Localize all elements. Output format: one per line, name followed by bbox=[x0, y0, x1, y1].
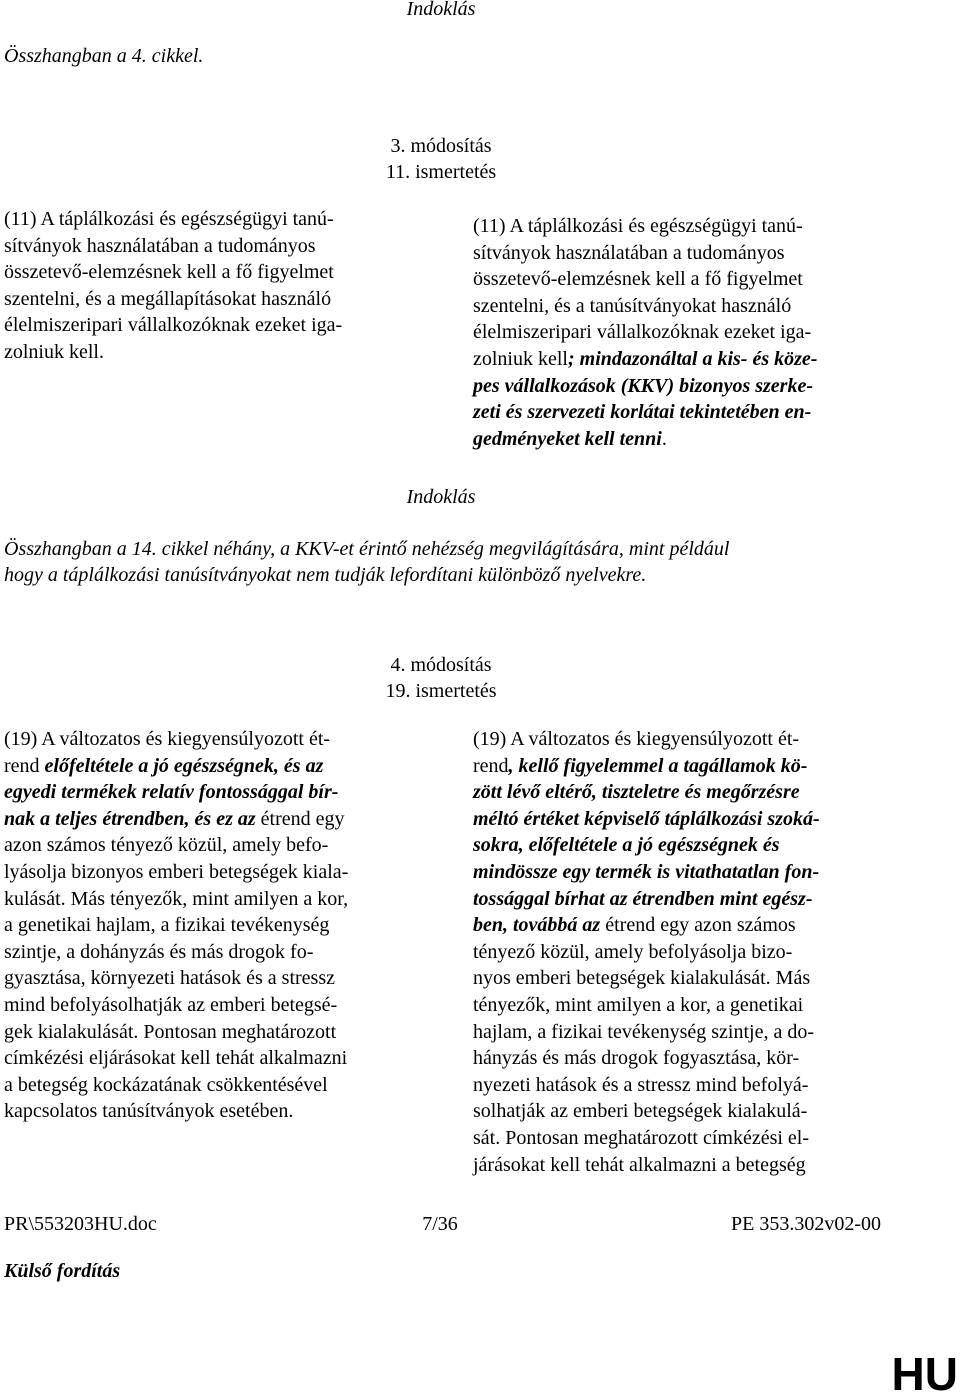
added-text: , kellő figyelemmel a tagállamok kö- bbox=[508, 754, 808, 777]
text-line: hajlam, a fizikai tevékenység szintje, a do- bbox=[473, 1020, 814, 1043]
text-run: zolniuk kell bbox=[473, 347, 568, 370]
amendment-4-recital: 19. ismertetés bbox=[385, 680, 497, 702]
added-text: méltó értéket képviselő táplálkozási szoká- bbox=[473, 807, 820, 830]
text-line: kapcsolatos tanúsítványok esetében. bbox=[4, 1100, 294, 1123]
amendment-3-justification-heading: Indoklás bbox=[406, 486, 476, 508]
footer-page-number: 7/36 bbox=[422, 1213, 458, 1235]
added-text: pes vállalkozások (KKV) bizonyos szerke- bbox=[473, 374, 813, 397]
amendment-3-number: 3. módosítás bbox=[390, 135, 492, 157]
text-line: összetevő-elemzésnek kell a fő figyelmet bbox=[4, 261, 334, 284]
text-line: összetevő-elemzésnek kell a fő figyelmet bbox=[473, 268, 803, 291]
amendment-4-number: 4. módosítás bbox=[390, 654, 492, 676]
text-line bbox=[473, 912, 893, 939]
text-line: hányzás és más drogok fogyasztása, kör- bbox=[473, 1047, 800, 1070]
text-line: (19) A változatos és kiegyensúlyozott ét- bbox=[4, 728, 331, 750]
top-justification-text: Összhangban a 4. cikkel. bbox=[4, 45, 204, 67]
text-line: szentelni, és a tanúsítványokat használó bbox=[473, 294, 792, 317]
text-line: Összhangban a 14. cikkel néhány, a KKV-et érintő nehézség megvilágítására, mint például bbox=[4, 538, 730, 560]
added-text: tossággal bírhat az étrendben mint egész- bbox=[473, 887, 813, 910]
text-line: lyásolja bizonyos emberi betegségek kiala- bbox=[4, 860, 349, 883]
text-line: zolniuk kell. bbox=[4, 340, 104, 363]
text-line: gek kialakulását. Pontosan meghatározott bbox=[4, 1020, 337, 1043]
text-line: címkézési eljárásokat kell tehát alkalmazni bbox=[4, 1047, 348, 1070]
text-line: tényező közül, amely befolyásolja bizo- bbox=[473, 940, 793, 963]
text-line: szentelni, és a megállapításokat használó bbox=[4, 287, 332, 310]
footer-external-translation: Külső fordítás bbox=[4, 1260, 121, 1282]
text-line: élelmiszeripari vállalkozóknak ezeket iga- bbox=[4, 314, 343, 337]
added-text: gedményeket kell tenni bbox=[473, 427, 662, 450]
text-line: sítványok használatában a tudományos bbox=[473, 241, 785, 264]
text-line: nyos emberi betegségek kialakulását. Más bbox=[473, 967, 811, 990]
footer-document-id: PR\553203HU.doc bbox=[4, 1213, 157, 1235]
deleted-text: egyedi termékek relatív fontossággal bír- bbox=[4, 781, 339, 804]
text-line: solhatják az emberi betegségek kialakulá- bbox=[473, 1100, 808, 1123]
amendment-3-justification-text bbox=[4, 536, 904, 588]
text-run: rend bbox=[473, 754, 509, 777]
text-line: nyezeti hatások és a stressz mind befolyá- bbox=[473, 1073, 809, 1096]
deleted-text: előfeltétele a jó egészségnek, és az bbox=[44, 754, 324, 777]
text-line bbox=[473, 426, 893, 453]
text-line: azon számos tényező közül, amely befo- bbox=[4, 834, 329, 857]
amendment-3-original-text bbox=[4, 206, 424, 366]
text-line: a betegség kockázatának csökkentésével bbox=[4, 1073, 328, 1096]
text-line: (19) A változatos és kiegyensúlyozott ét- bbox=[473, 728, 800, 750]
text-run: rend bbox=[4, 754, 45, 777]
text-line bbox=[473, 753, 893, 780]
added-text: mindössze egy termék is vitathatatlan fon- bbox=[473, 860, 820, 883]
text-line bbox=[4, 753, 424, 780]
text-line: sítványok használatában a tudományos bbox=[4, 234, 316, 257]
amendment-4-amended-text bbox=[473, 726, 893, 1178]
text-line: a genetikai hajlam, a fizikai tevékenység bbox=[4, 914, 330, 937]
text-line: élelmiszeripari vállalkozóknak ezeket iga- bbox=[473, 321, 812, 344]
language-code: HU bbox=[891, 1348, 958, 1400]
text-line: mind befolyásolhatják az emberi betegsé- bbox=[4, 993, 338, 1016]
added-text: ben, továbbá az bbox=[473, 914, 601, 937]
text-line bbox=[4, 806, 424, 833]
deleted-text: nak a teljes étrendben, és ez az bbox=[4, 807, 256, 830]
added-text: ; mindazonáltal a kis- és köze- bbox=[567, 347, 818, 370]
amendment-3-amended-text bbox=[473, 213, 893, 452]
added-text: zött lévő eltérő, tiszteletre és megőrzésre bbox=[473, 781, 800, 804]
text-line: szintje, a dohányzás és más drogok fo- bbox=[4, 940, 314, 963]
amendment-4-original-text bbox=[4, 726, 424, 1125]
text-line: tényezők, mint amilyen a kor, a genetikai bbox=[473, 993, 804, 1016]
text-line: sát. Pontosan meghatározott címkézési el- bbox=[473, 1126, 810, 1149]
text-line: kulását. Más tényezők, mint amilyen a kor, bbox=[4, 887, 349, 910]
text-line bbox=[473, 346, 893, 373]
footer-reference: PE 353.302v02-00 bbox=[731, 1213, 881, 1235]
amendment-3-recital: 11. ismertetés bbox=[385, 161, 497, 183]
text-line: (11) A táplálkozási és egészségügyi tanú- bbox=[473, 215, 803, 237]
text-line: hogy a táplálkozási tanúsítványokat nem tudják lefordítani különböző nyelvekre. bbox=[4, 564, 647, 586]
top-justification-heading: Indoklás bbox=[406, 0, 476, 20]
text-run: étrend egy bbox=[255, 807, 345, 830]
text-run: . bbox=[661, 427, 667, 450]
text-line: (11) A táplálkozási és egészségügyi tanú- bbox=[4, 208, 334, 230]
added-text: sokra, előfeltétele a jó egészségnek és bbox=[473, 834, 780, 857]
text-line: gyasztása, környezeti hatások és a stressz bbox=[4, 967, 335, 990]
text-line: járásokat kell tehát alkalmazni a betegség bbox=[473, 1153, 806, 1176]
text-run: étrend egy azon számos bbox=[600, 914, 796, 937]
added-text: zeti és szervezeti korlátai tekintetében en- bbox=[473, 401, 812, 424]
